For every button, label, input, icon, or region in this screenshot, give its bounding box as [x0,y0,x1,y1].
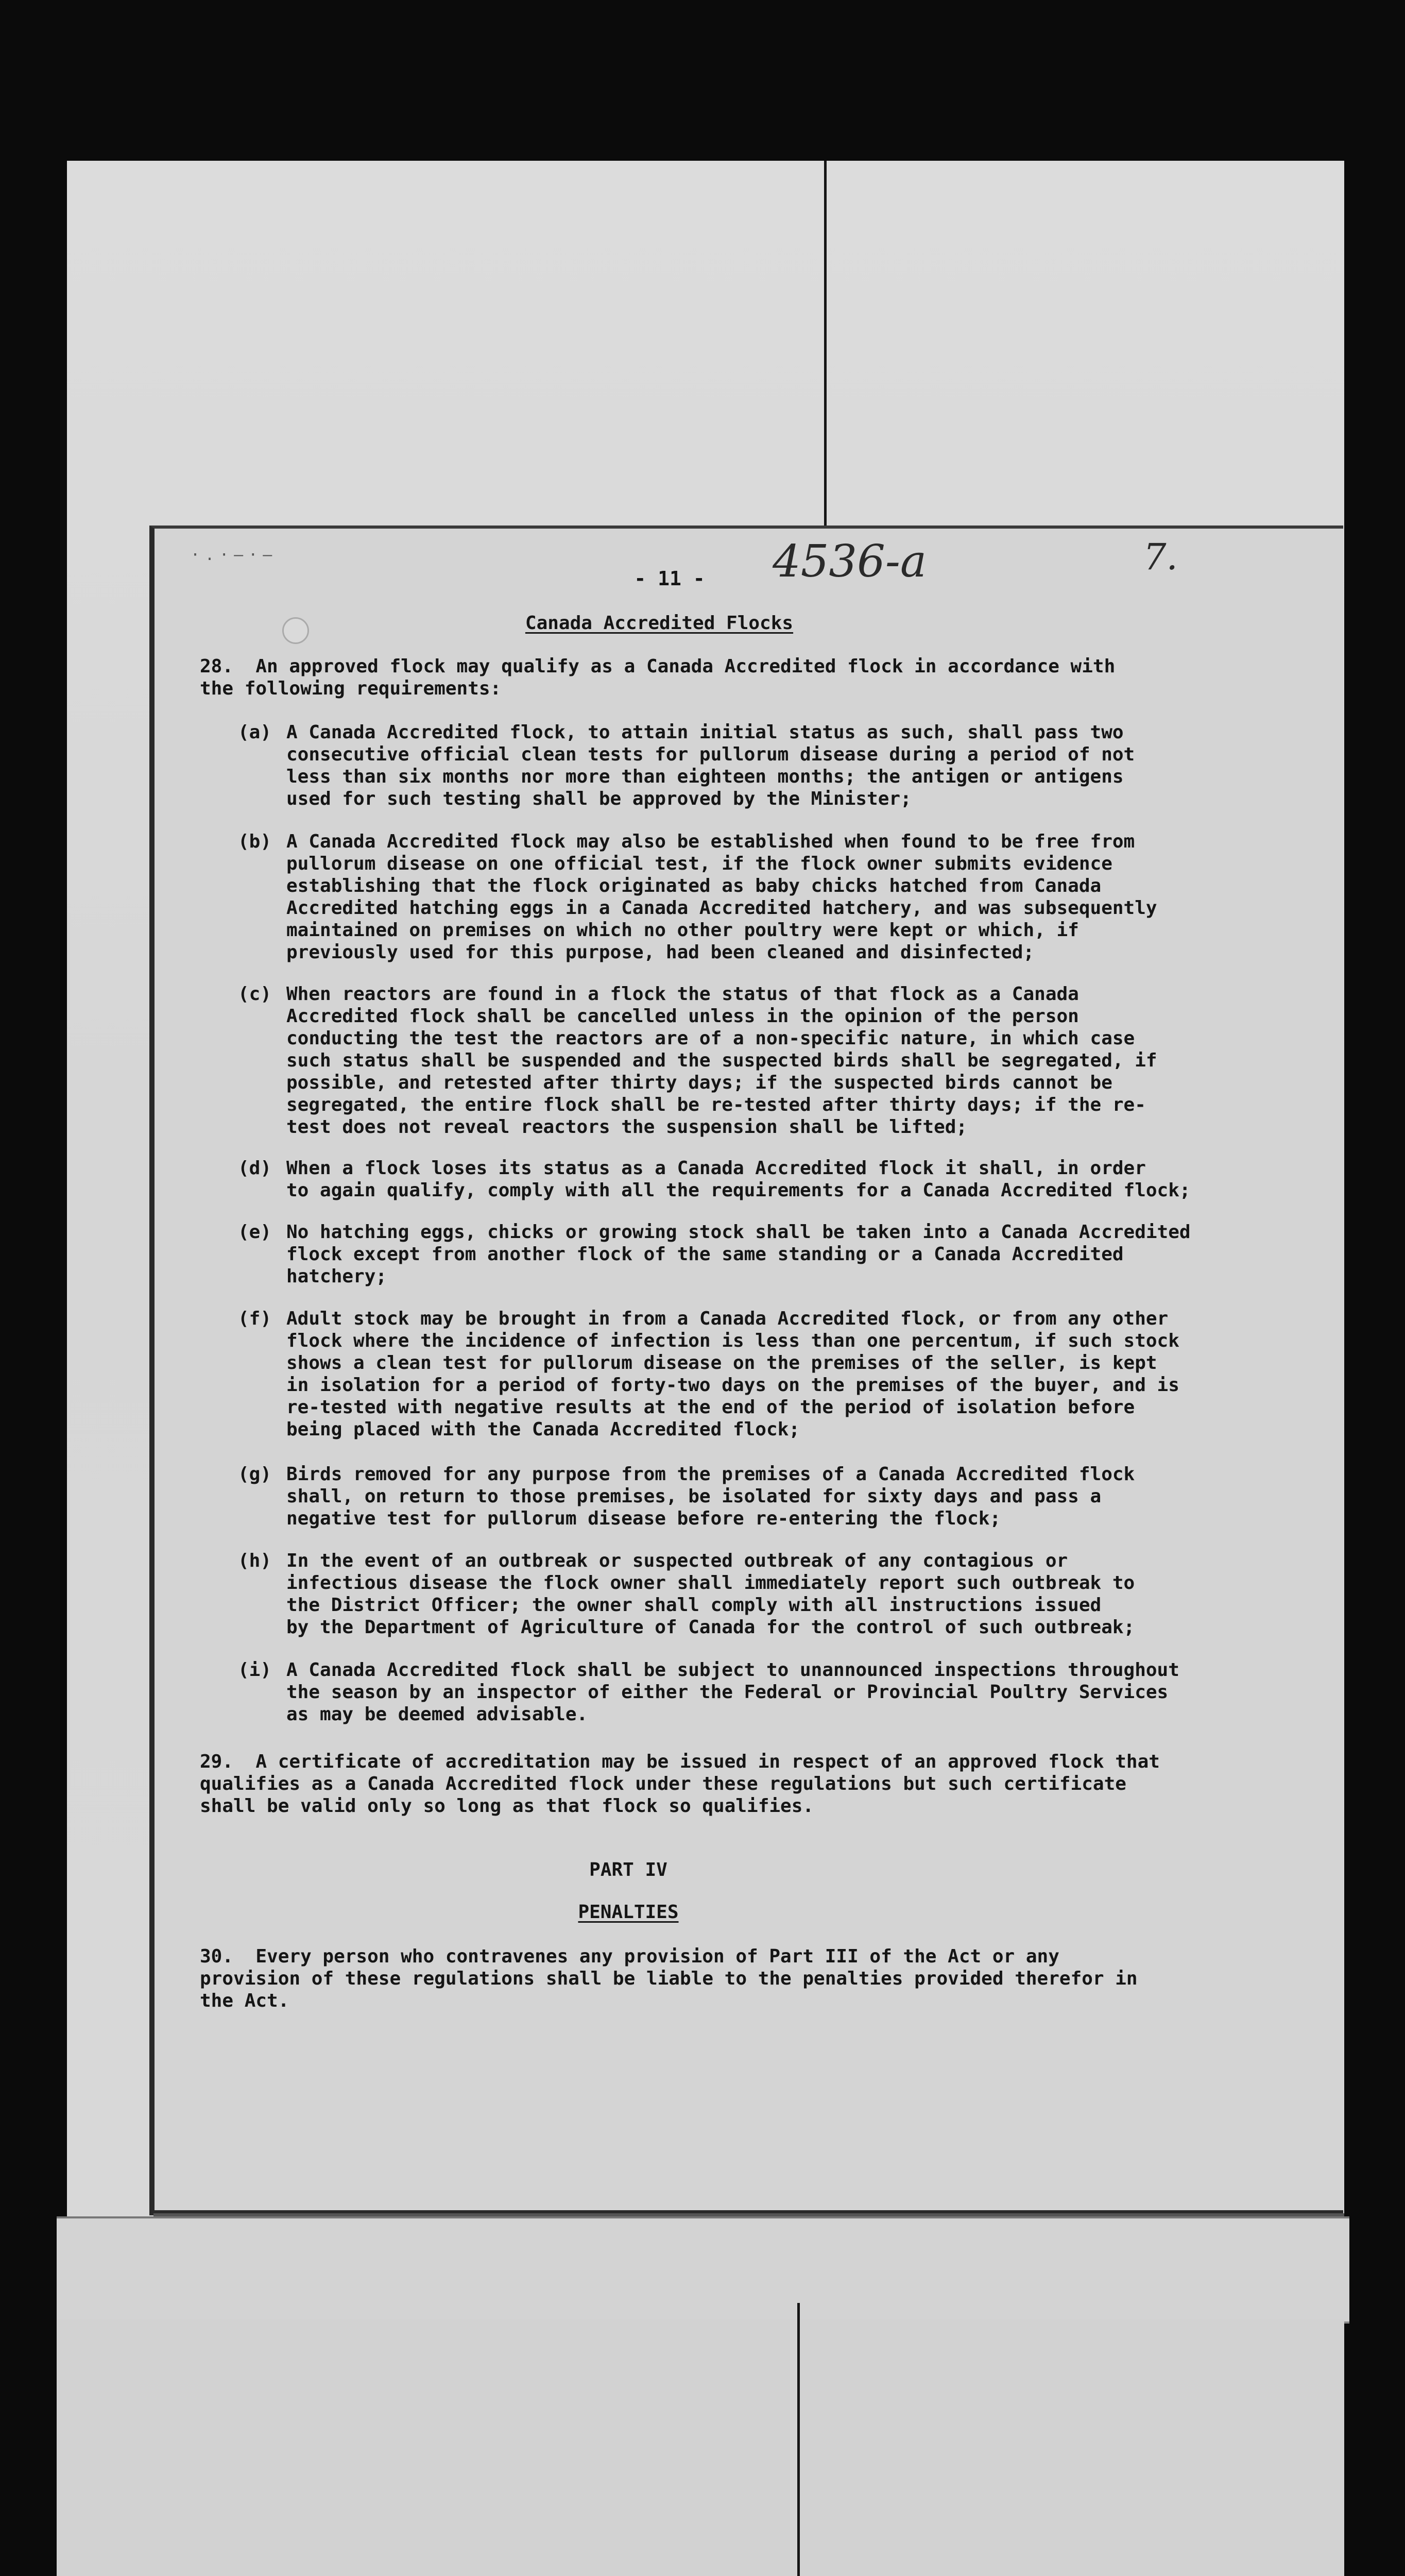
text-line: establishing that the flock originated as baby chicks hatched from Canada [286,875,1102,896]
text-line: qualifies as a Canada Accredited flock under these regulations but such certificate [200,1773,1126,1794]
text-line: by the Department of Agriculture of Canada for the control of such outbreak; [286,1617,1135,1638]
text-line: negative test for pullorum disease before re-entering the flock; [286,1508,1001,1529]
item-letter: (f) [238,1308,272,1329]
text-line: as may be deemed advisable. [286,1704,588,1725]
item-letter: (c) [238,984,272,1005]
text-line: A Canada Accredited flock shall be subject to unannounced inspections throughout [286,1659,1179,1681]
text-line: consecutive official clean tests for pullorum disease during a period of not [286,744,1135,765]
text-line: When reactors are found in a flock the status of that flock as a Canada [286,984,1079,1005]
text-line: provision of these regulations shall be liable to the penalties provided therefor in [200,1968,1138,1989]
text-line: 29. A certificate of accreditation may be issued in respect of an approved flock that [200,1751,1160,1772]
text-line: A Canada Accredited flock, to attain initial status as such, shall pass two [286,722,1124,743]
text-line: the District Officer; the owner shall comply with all instructions issued [286,1595,1102,1616]
item-letter: (b) [238,831,272,852]
handwritten-mark: 7. [1143,536,1178,578]
text-line: 28. An approved flock may qualify as a Canada Accredited flock in accordance with [200,656,1116,677]
section-title: Canada Accredited Flocks [525,613,794,634]
text-line: less than six months nor more than eighteen months; the antigen or antigens [286,766,1124,787]
item-letter: (i) [238,1659,272,1681]
text-line: Adult stock may be brought in from a Canada Accredited flock, or from any other [286,1308,1169,1329]
fold-line [824,161,827,532]
text-line: re-tested with negative results at the end of the period of isolation before [286,1397,1135,1418]
text-line: the following requirements: [200,678,502,699]
item-letter: (g) [238,1464,272,1485]
lower-page [57,2319,1344,2576]
text-line: used for such testing shall be approved by the Minister; [286,788,912,809]
text-line: Accredited flock shall be cancelled unless in the opinion of the person [286,1006,1079,1027]
text-line: Accredited hatching eggs in a Canada Accredited hatchery, and was subsequently [286,897,1157,919]
text-line: shows a clean test for pullorum disease on the premises of the seller, is kept [286,1352,1157,1374]
text-line: previously used for this purpose, had been cleaned and disinfected; [286,942,1035,963]
handwritten-reference: 4536-a [773,536,927,587]
text-line: segregated, the entire flock shall be re-tested after thirty days; if the re- [286,1094,1146,1115]
item-letter: (d) [238,1158,272,1179]
item-letter: (a) [238,722,272,743]
text-line: In the event of an outbreak or suspected outbreak of any contagious or [286,1550,1068,1571]
text-line: conducting the test the reactors are of a non-specific nature, in which case [286,1028,1135,1049]
text-line: such status shall be suspended and the suspected birds shall be segregated, if [286,1050,1157,1071]
text-line: being placed with the Canada Accredited flock; [286,1419,800,1440]
page-number: - 11 - [634,567,705,590]
text-line: infectious disease the flock owner shall immediately report such outbreak to [286,1572,1135,1594]
text-line: Birds removed for any purpose from the premises of a Canada Accredited flock [286,1464,1135,1485]
fold-line [797,2303,800,2576]
text-line: flock except from another flock of the same standing or a Canada Accredited [286,1244,1124,1265]
item-letter: (h) [238,1550,272,1571]
folded-strip [57,2216,1349,2324]
part-heading: PART IV [589,1859,667,1880]
text-line: shall, on return to those premises, be isolated for sixty days and pass a [286,1486,1102,1507]
text-line: hatchery; [286,1266,387,1287]
part-title: PENALTIES [578,1902,679,1923]
text-line: the Act. [200,1990,289,2011]
text-line: flock where the incidence of infection is less than one percentum, if such stock [286,1330,1179,1351]
text-line: possible, and retested after thirty days; if the suspected birds cannot be [286,1072,1112,1093]
binder-hole [282,617,309,644]
item-letter: (e) [238,1222,272,1243]
text-line: in isolation for a period of forty-two days on the premises of the buyer, and is [286,1375,1179,1396]
text-line: pullorum disease on one official test, if the flock owner submits evidence [286,853,1112,874]
stray-marks: ·.·—·— [191,546,278,564]
text-line: shall be valid only so long as that flock so qualifies. [200,1795,814,1817]
text-line: 30. Every person who contravenes any provision of Part III of the Act or any [200,1946,1059,1967]
text-line: to again qualify, comply with all the requirements for a Canada Accredited flock; [286,1180,1191,1201]
text-line: No hatching eggs, chicks or growing stock shall be taken into a Canada Accredited [286,1222,1191,1243]
text-line: maintained on premises on which no other poultry were kept or which, if [286,920,1079,941]
text-line: When a flock loses its status as a Canada Accredited flock it shall, in order [286,1158,1146,1179]
text-line: A Canada Accredited flock may also be established when found to be free from [286,831,1135,852]
text-line: the season by an inspector of either the Federal or Provincial Poultry Services [286,1682,1169,1703]
text-line: test does not reveal reactors the suspension shall be lifted; [286,1116,968,1138]
